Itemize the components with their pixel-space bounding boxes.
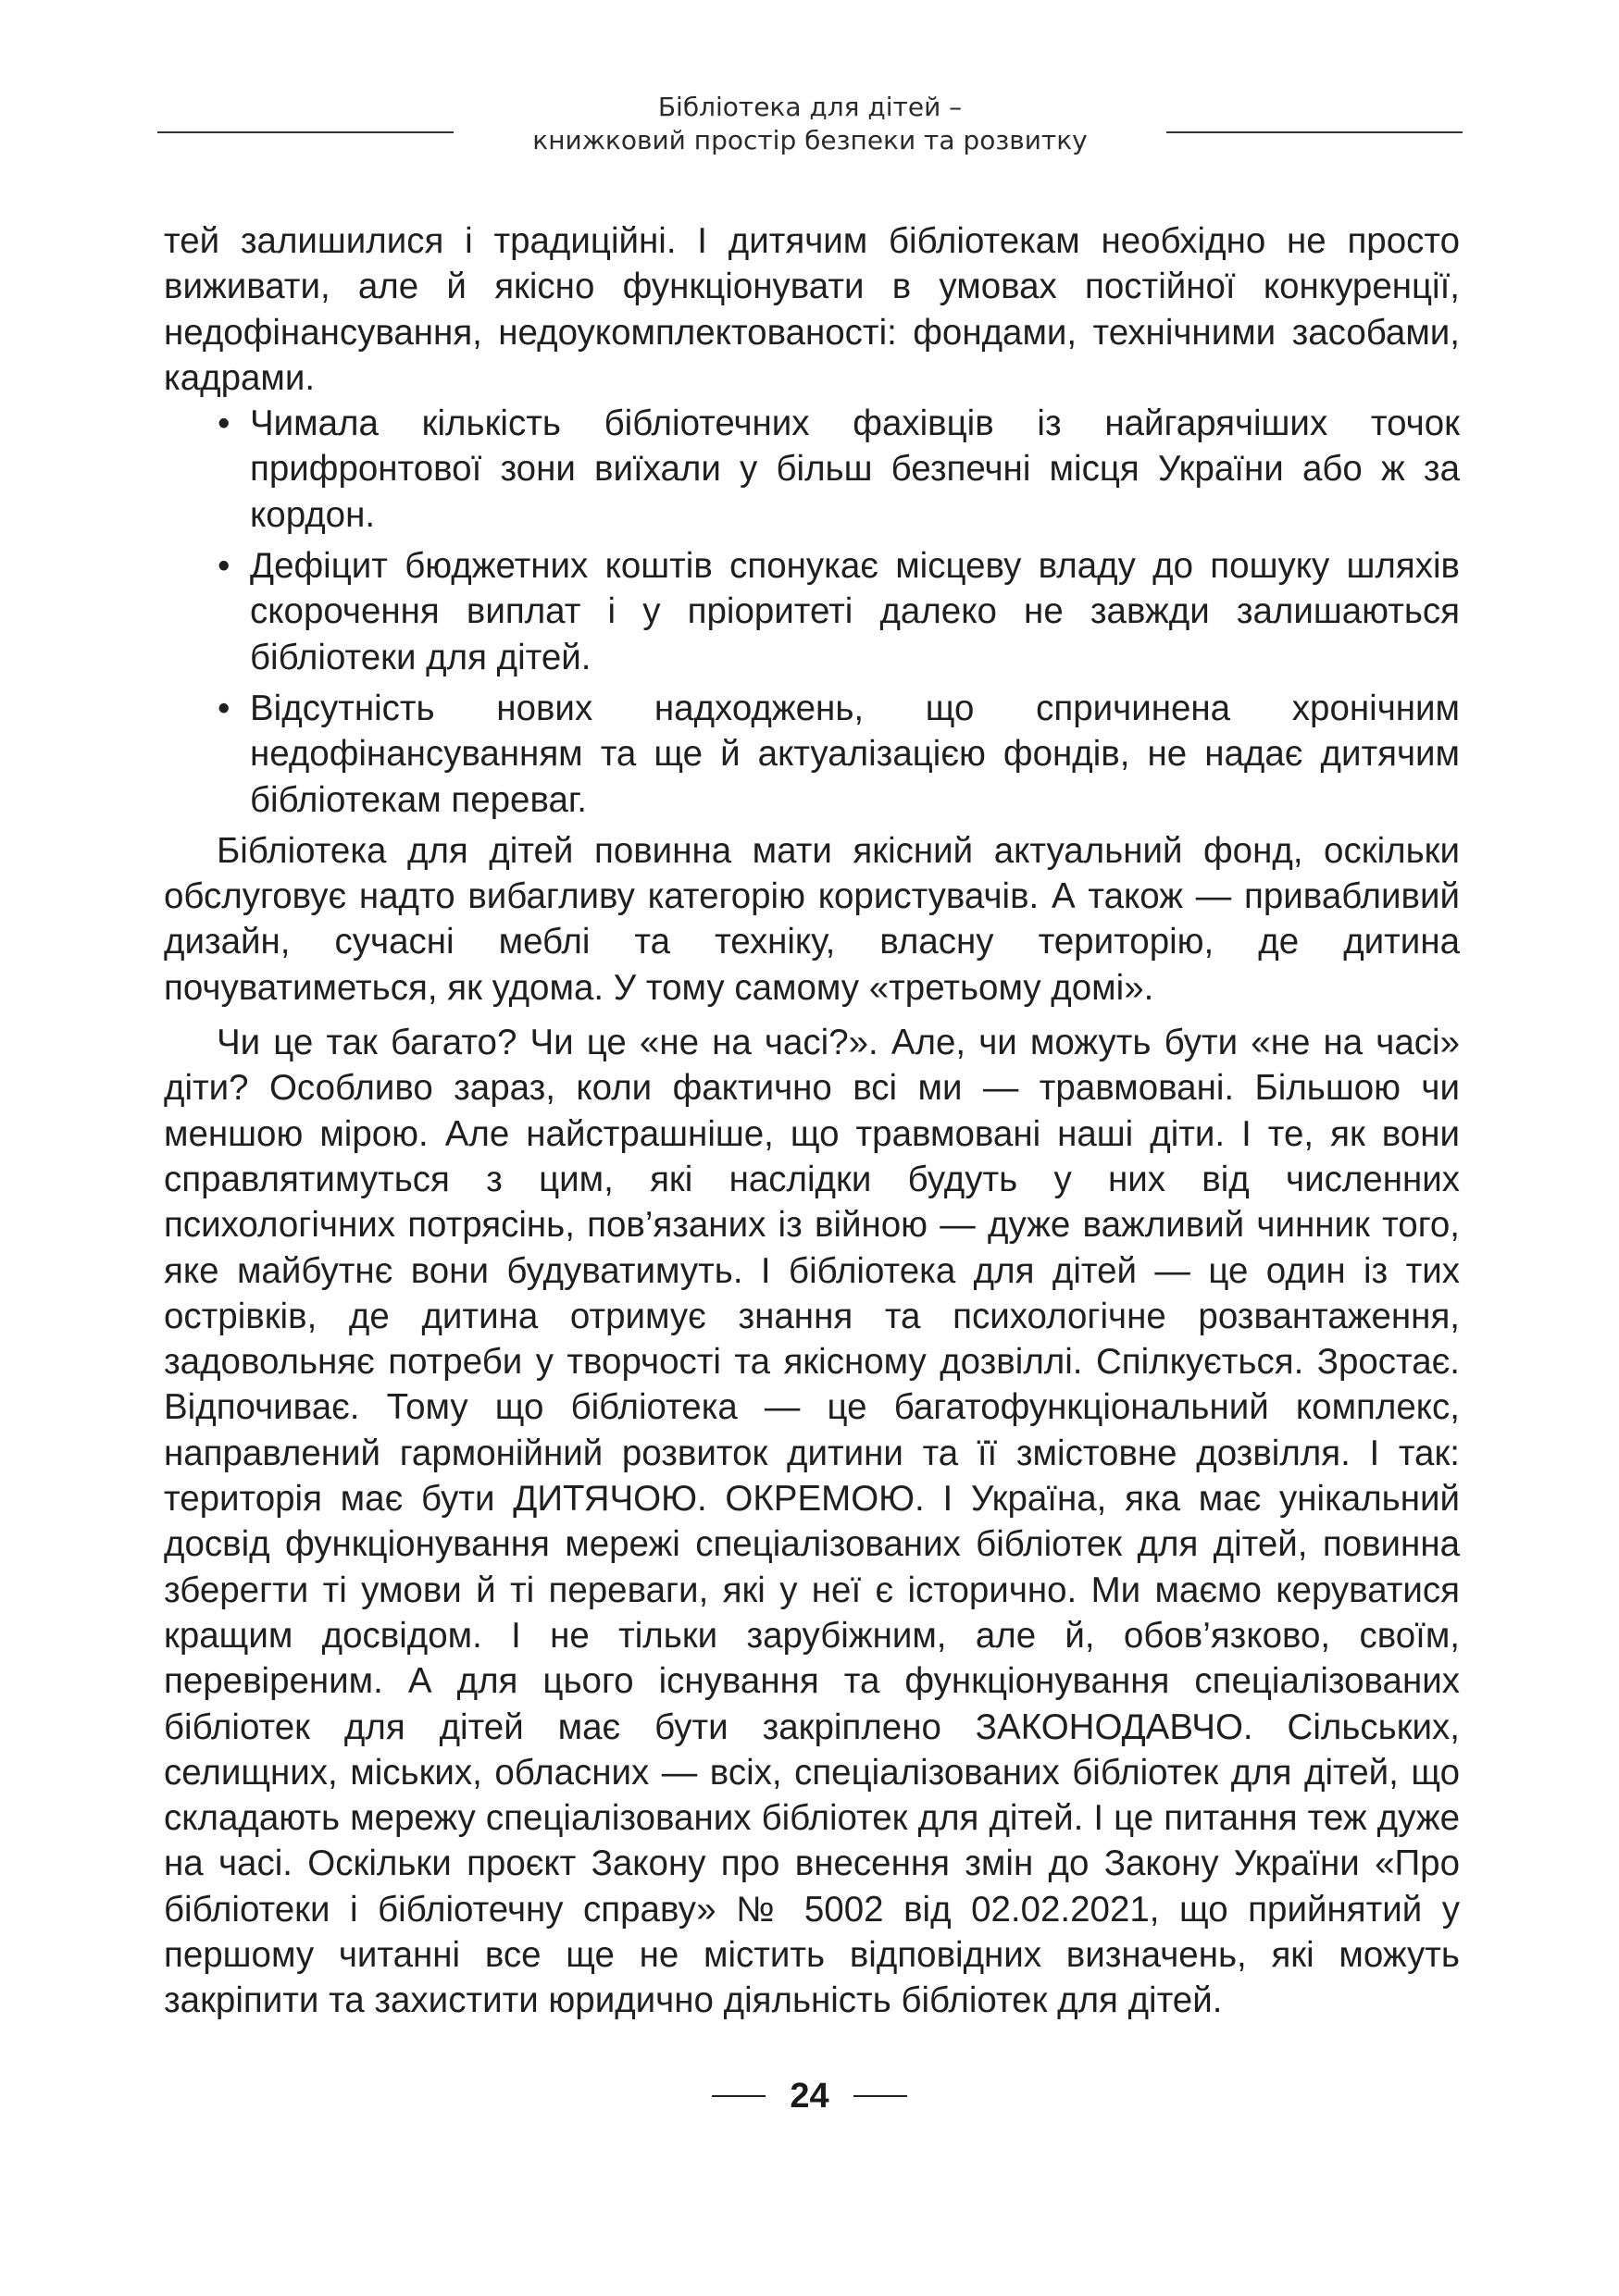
running-header bbox=[157, 91, 1463, 165]
header-rule-left bbox=[157, 131, 454, 133]
header-title bbox=[472, 91, 1148, 157]
page-footer bbox=[0, 2075, 1619, 2121]
footer-rule-left bbox=[712, 2095, 766, 2097]
bullet-text: Дефіцит бюджетних коштів спонукає місцеву владу до пошуку шляхів скорочення виплат і у пріоритеті далеко не завжди залишаються бібліотеки для дітей. bbox=[250, 546, 1460, 677]
bullet-list bbox=[164, 401, 1460, 823]
paragraph-not-on-time: Чи це так багато? Чи це «не на часі?». Але, чи можуть бути «не на часі» діти? Особливо зараз, коли фактично всі ми — травмовані. Більшою чи меншою мірою. Але найстрашніше, що травмовані наші діти. І те, як вони справлятимуться з цим, які наслідки будуть у них від численних психологічних потрясінь, пов’язаних із війною — дуже важливий чинник того, яке майбутнє вони будуватимуть. І бібліотека для дітей — це один із тих острівків, де дитина отримує знання та психологічне розвантаження, задовольняє потреби у творчості та якісному дозвіллі. Спілкується. Зростає. Відпочиває. Тому що бібліотека — це багатофункціональний комплекс, направлений гармонійний розвиток дитини та її змістовне дозвілля. І так: територія має бути ДИТЯЧОЮ. ОКРЕМОЮ. І Україна, яка має унікальний досвід функціонування мережі спеціалізованих бібліотек для дітей, повинна зберегти ті умови й ті переваги, які у неї є історично. Ми маємо керуватися кращим досвідом. І не тільки зарубіжним, але й, обов’язково, своїм, перевіреним. А для цього існування та функціонування спеціалізованих бібліотек для дітей має бути закріплено ЗАКОНОДАВЧО. Сільських, селищних, міських, обласних — всіх, спеціалізованих бібліотек для дітей, що складають мережу спеціалізованих бібліотек для дітей. І це питання теж дуже на часі. Оскільки проєкт Закону про внесення змін до Закону України «Про бібліотеки і бібліотечну справу» № 5002 від 02.02.2021, що прийнятий у першому читанні все ще не містить відповідних визначень, які можуть закріпити та захистити юридично діяльність бібліотек для дітей. bbox=[164, 1023, 1460, 2021]
paragraph-library-fund: Бібліотека для дітей повинна мати якісний актуальний фонд, оскільки обслуговує надто вибагливу категорію користувачів. А також — привабливий дизайн, сучасні меблі та техніку, власну територію, де дитина почуватиметься, як удома. У тому самому «третьому домі». bbox=[164, 830, 1460, 1008]
page-body bbox=[164, 218, 1460, 2024]
bullet-item bbox=[218, 401, 1460, 538]
paragraph-intro: тей залишилися і традиційні. І дитячим бібліотекам необхідно не просто виживати, але й якісно функціонувати в умовах постійної конкуренції, недофінансування, недоукомплектованості: фондами, технічними засобами, кадрами. bbox=[164, 221, 1460, 398]
bullet-marker: • bbox=[218, 688, 230, 728]
bullet-marker: • bbox=[218, 403, 230, 444]
header-title-line-2: книжковий простір безпеки та розвитку bbox=[532, 125, 1088, 155]
bullet-text: Чимала кількість бібліотечних фахівців із найгарячіших точок прифронтової зони виїхали у більш безпечні місця України або ж за кордон. bbox=[250, 403, 1460, 535]
bullet-marker: • bbox=[218, 546, 230, 587]
header-rule-right bbox=[1166, 131, 1463, 133]
bullet-item bbox=[218, 686, 1460, 823]
bullet-text: Відсутність нових надходжень, що спричинена хронічним недофінансуванням та ще й актуалізацією фондів, не надає дитячим бібліотекам переваг. bbox=[250, 688, 1460, 820]
header-title-line-1: Бібліотека для дітей – bbox=[657, 92, 963, 122]
page-number: 24 bbox=[790, 2077, 829, 2116]
footer-rule-right bbox=[853, 2095, 907, 2097]
bullet-item bbox=[218, 543, 1460, 680]
